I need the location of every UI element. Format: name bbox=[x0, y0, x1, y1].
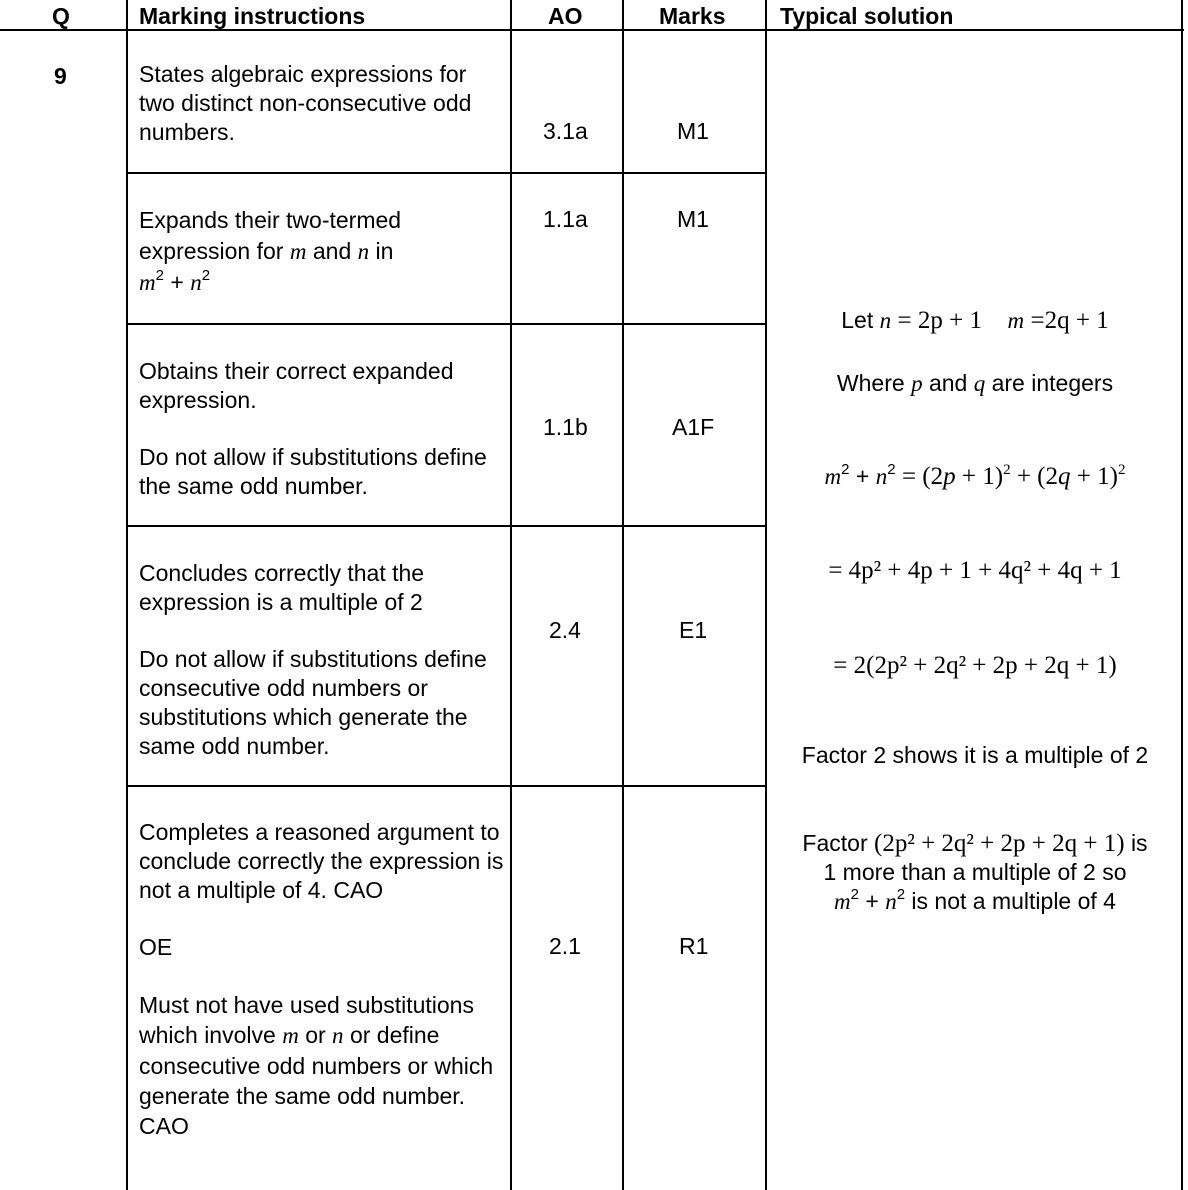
row-2-in: in bbox=[375, 238, 394, 264]
col-divider-instructions bbox=[510, 0, 512, 1190]
col-divider-marks bbox=[765, 0, 767, 1190]
solution-factor-2: Factor 2 shows it is a multiple of 2 bbox=[801, 742, 1149, 768]
question-number: 9 bbox=[54, 63, 67, 89]
row-5-mark: R1 bbox=[679, 933, 709, 959]
row-divider-2 bbox=[126, 323, 767, 325]
header-solution: Typical solution bbox=[780, 3, 954, 29]
header-marks: Marks bbox=[659, 3, 726, 29]
solution-factor-expr: (2p² + 2q² + 2p + 2q + 1) bbox=[874, 830, 1125, 857]
solution-expansion: = 4p² + 4p + 1 + 4q² + 4q + 1 bbox=[828, 557, 1122, 584]
row-5-text-1: Completes a reasoned argument to conclude correctly the expression is not a multiple of 4. CAO bbox=[139, 819, 504, 903]
row-2-ao: 1.1a bbox=[543, 206, 588, 232]
col-divider-q bbox=[126, 0, 128, 1190]
row-2-instructions bbox=[139, 205, 507, 298]
col-divider-ao bbox=[622, 0, 624, 1190]
row-3-instructions bbox=[139, 357, 507, 501]
row-1-text: States algebraic expressions for two distinct non-consecutive odd numbers. bbox=[139, 61, 472, 145]
solution-factorised: = 2(2p² + 2q² + 2p + 2q + 1) bbox=[833, 652, 1117, 679]
row-5-var-n: n bbox=[332, 1023, 344, 1048]
col-divider-right bbox=[1181, 0, 1183, 1190]
row-5-instructions bbox=[139, 818, 507, 1141]
row-1-ao: 3.1a bbox=[543, 118, 588, 144]
row-1-instructions bbox=[139, 60, 507, 147]
row-2-var-m: m bbox=[289, 239, 307, 264]
row-5-ao: 2.1 bbox=[549, 933, 581, 959]
row-divider-1 bbox=[126, 172, 767, 174]
row-3-text-2: Do not allow if substitutions define the same odd number. bbox=[139, 444, 487, 499]
row-2-sum-formula: $m^2 + n^2$ bbox=[139, 267, 211, 295]
row-4-text-1: Concludes correctly that the expression is a multiple of 2 bbox=[139, 560, 425, 615]
row-2-var-n: n bbox=[357, 239, 370, 264]
solution-where: Where p and q are integers bbox=[836, 370, 1114, 396]
header-ao: AO bbox=[548, 3, 583, 29]
row-5-text-3: Must not have used substitutions which involve m or n or define consecutive odd numbers or which generate the same odd number. CAO bbox=[139, 992, 494, 1139]
row-5-text-2: OE bbox=[139, 934, 173, 960]
row-divider-3 bbox=[126, 525, 767, 527]
row-2-mark: M1 bbox=[677, 206, 709, 232]
row-2-text-a: Expands their two-termed expression for bbox=[139, 207, 402, 264]
row-2-text bbox=[139, 205, 507, 298]
header-rule bbox=[0, 29, 1184, 31]
row-4-text-2: Do not allow if substitutions define consecutive odd numbers or substitutions which generate the same odd number. bbox=[139, 646, 487, 759]
row-4-instructions bbox=[139, 559, 507, 761]
row-5-var-m: m bbox=[282, 1023, 299, 1048]
row-3-ao: 1.1b bbox=[543, 414, 588, 440]
row-1-mark: M1 bbox=[677, 118, 709, 144]
row-3-text-1: Obtains their correct expanded expression. bbox=[139, 358, 454, 413]
header-instructions: Marking instructions bbox=[139, 3, 366, 29]
solution-conclusion: Factor (2p² + 2q² + 2p + 2q + 1) is 1 more than a multiple of 2 so $m^2 + n^2$ is not a multiple of 4 bbox=[802, 830, 1148, 914]
solution-sum: $m^2 + n^2 = (2p + 1)^2 + (2q + 1)^2$ bbox=[824, 461, 1126, 490]
row-2-and: and bbox=[312, 238, 352, 264]
row-4-ao: 2.4 bbox=[549, 617, 581, 643]
header-q: Q bbox=[52, 3, 70, 29]
row-divider-4 bbox=[126, 785, 767, 787]
row-4-mark: E1 bbox=[679, 617, 708, 643]
solution-let: Let n = 2p + 1 m =2q + 1 bbox=[841, 307, 1109, 334]
row-3-mark: A1F bbox=[672, 414, 715, 440]
